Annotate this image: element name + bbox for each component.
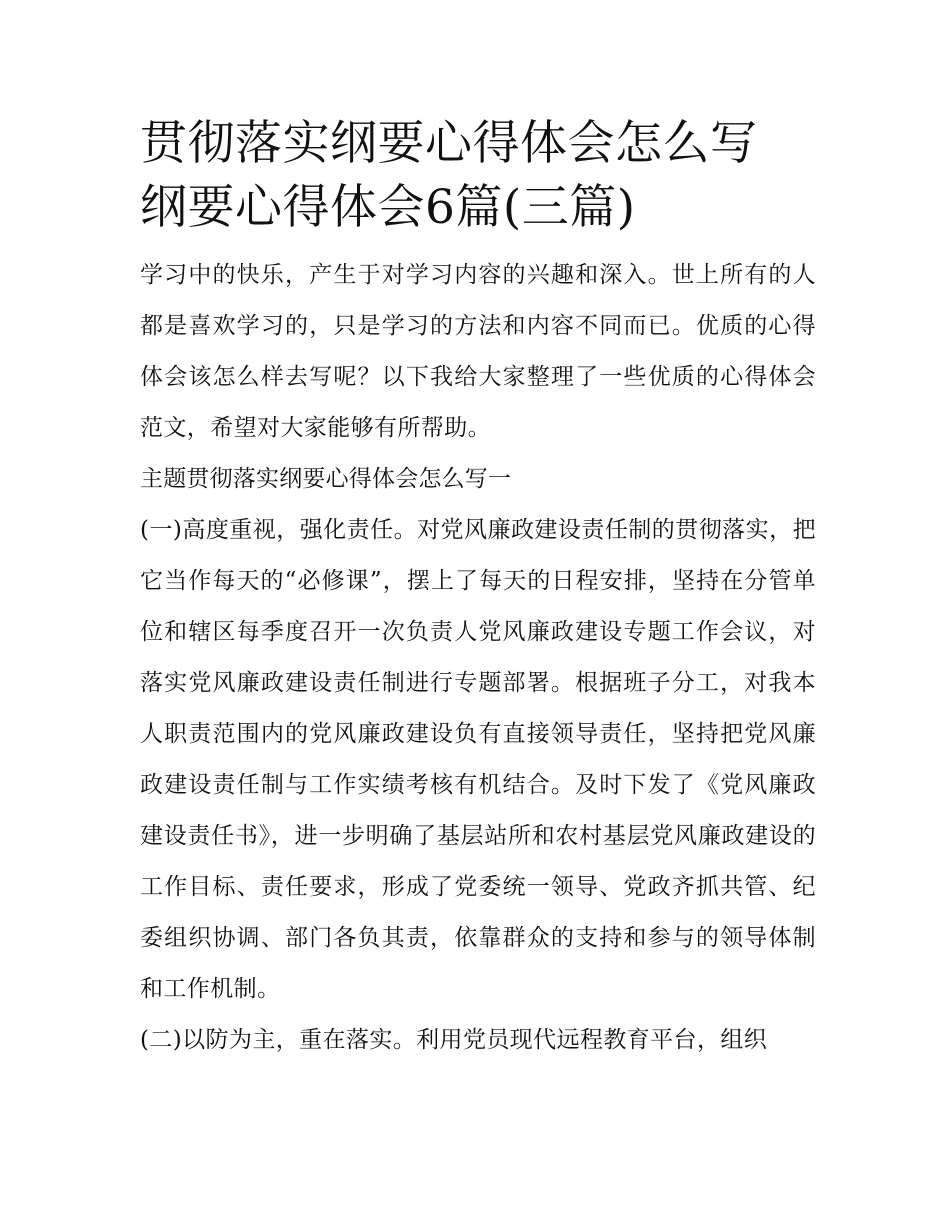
intro-paragraph: 学习中的快乐，产生于对学习内容的兴趣和深入。世上所有的人都是喜欢学习的，只是学习的方法和内容不同而已。优质的心得体会该怎么样去写呢？以下我给大家整理了一些优质的心得体会范文，希望对大家能够有所帮助。 [140,262,816,441]
body-paragraph-1: (一)高度重视，强化责任。对党风廉政建设责任制的贯彻落实，把它当作每天的“必修课”，摆上了每天的日程安排，坚持在分管单位和辖区每季度召开一次负责人党风廉政建设专题工作会议，对落实党风廉政建设责任制进行专题部署。根据班子分工，对我本人职责范围内的党风廉政建设负有直接领导责任，坚持把党风廉政建设责任制与工作实绩考核有机结合。及时下发了《党风廉政建设责任书》，进一步明确了基层站所和农村基层党风廉政建设的工作目标、责任要求，形成了党委统一领导、党政齐抓共管、纪委组织协调、部门各负其责，依靠群众的支持和参与的领导体制和工作机制。 [140,517,816,1002]
document-title [140,112,816,240]
document-body [140,250,816,1066]
title-line-2: 纲要心得体会6篇(三篇) [140,180,636,235]
document-content [140,112,816,1066]
section-heading: 主题贯彻落实纲要心得体会怎么写一 [140,466,512,492]
title-line-1: 贯彻落实纲要心得体会怎么写 [140,116,758,171]
body-paragraph-2: (二)以防为主，重在落实。利用党员现代远程教育平台，组织 [140,1027,768,1053]
